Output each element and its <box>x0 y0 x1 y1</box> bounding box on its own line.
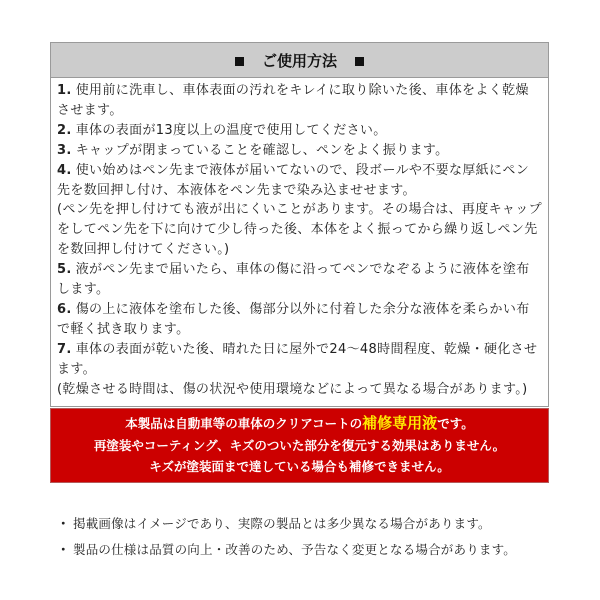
step-number: 2. <box>57 122 72 138</box>
usage-title: ご使用方法 <box>261 51 337 70</box>
step-number: 4. <box>57 162 72 178</box>
step-text: 使い始めはペン先まで液体が届いてないので、段ボールや不要な厚紙にペン先を数回押し付け、本液体をペン先まで染み込ませせます。 <box>57 162 530 198</box>
step-note-text: (乾燥させる時間は、傷の状況や使用環境などによって異なる場合があります。) <box>57 381 528 397</box>
step-text: 車体の表面が13度以上の温度で使用してください。 <box>75 122 387 138</box>
step-text: 液がペン先まで届いたら、車体の傷に沿ってペンでなぞるように液体を塗布します。 <box>57 262 530 298</box>
step-1 <box>57 81 542 121</box>
note-item <box>57 536 557 562</box>
note-text: 製品の仕様は品質の向上・改善のため、予告なく変更となる場合があります。 <box>73 542 517 557</box>
step-text: 使用前に洗車し、車体表面の汚れをキレイに取り除いた後、車体をよく乾燥させます。 <box>57 83 529 118</box>
step-7-note <box>57 380 542 400</box>
step-number: 1. <box>57 83 72 98</box>
step-5 <box>57 260 542 300</box>
step-4-note <box>57 200 542 260</box>
step-2 <box>57 121 542 141</box>
step-text: 傷の上に液体を塗布した後、傷部分以外に付着した余分な液体を柔らかい布で軽く拭き取ります。 <box>57 301 530 337</box>
usage-steps <box>51 78 548 406</box>
notice-line-1 <box>51 413 548 435</box>
step-number: 6. <box>57 301 72 317</box>
step-note-text: (ペン先を押し付けても液が出にくいことがあります。その場合は、再度キャップをしてペン先を下に向けて少し待った後、本体をよく振ってから繰り返しペン先を数回押し付けてください。) <box>57 202 542 258</box>
notice-line-1-prefix: 本製品は自動車等の車体のクリアコートの <box>125 416 363 432</box>
step-6 <box>57 300 542 340</box>
step-number: 3. <box>57 142 72 158</box>
notice-line-1-suffix: です。 <box>437 416 474 432</box>
note-text: 掲載画像はイメージであり、実際の製品とは多少異なる場合があります。 <box>73 516 491 531</box>
step-3 <box>57 141 542 161</box>
black-square-icon <box>355 57 364 66</box>
step-text: 車体の表面が乾いた後、晴れた日に屋外で24〜48時間程度、乾燥・硬化させます。 <box>57 341 538 377</box>
warning-notice <box>50 408 549 483</box>
notice-line-3: キズが塗装面まで達している場合も補修できません。 <box>149 459 450 475</box>
disclaimer-notes <box>57 510 557 562</box>
step-number: 5. <box>57 262 72 278</box>
step-4 <box>57 161 542 201</box>
step-7 <box>57 340 542 380</box>
notice-highlight: 補修専用液 <box>362 414 438 433</box>
bullet-icon: ・ <box>57 516 70 531</box>
step-number: 7. <box>57 341 72 357</box>
notice-line-2: 再塗装やコーティング、キズのついた部分を復元する効果はありません。 <box>93 437 506 453</box>
usage-instructions-box <box>50 42 549 407</box>
usage-header <box>51 43 548 78</box>
step-text: キャップが閉まっていることを確認し、ペンをよく振ります。 <box>75 142 449 158</box>
black-square-icon <box>235 57 244 66</box>
note-item <box>57 510 557 536</box>
bullet-icon: ・ <box>57 542 70 557</box>
